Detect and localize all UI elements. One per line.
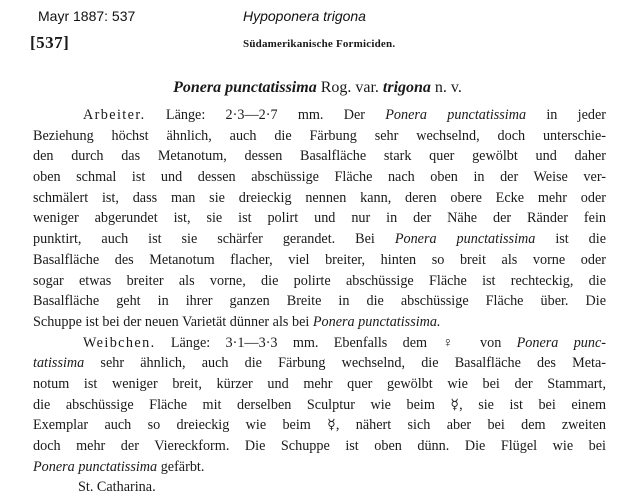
text-line: den durch das Metanotum, dessen Basalfläche stark quer gewölbt und daher <box>33 148 606 165</box>
heading-status: n. v. <box>430 79 462 96</box>
taxon-annotation: Hypoponera trigona <box>243 8 366 24</box>
text-line: Exemplar auch so dreieckig wie beim ☿, nähert sich aber bei dem zweiten <box>33 417 606 434</box>
species-ref: Ponera punc- <box>516 334 606 351</box>
text-line: weniger abgerundet ist, sie ist polirt und nur in der Nähe der Ränder fein <box>33 210 606 227</box>
heading-variety: trigona <box>382 79 431 96</box>
species-ref: tatissima <box>33 355 85 372</box>
text-line: Beziehung höchst ähnlich, auch die Färbung sehr wechselnd, doch unterschie- <box>33 127 606 144</box>
caste-label-worker: Arbeiter. <box>83 107 146 123</box>
text-line: tatissima sehr ähnlich, auch die Färbung wechselnd, die Basalfläche des Meta- <box>33 355 606 372</box>
text-line: Weibchen. Länge: 3·1—3·3 mm. Ebenfalls dem ♀ von Ponera punc- <box>83 334 606 351</box>
heading-genus-species: Ponera punctatissima <box>173 79 317 96</box>
text-line: punktirt, auch ist sie schärfer gerandet. Bei Ponera punctatissima ist die <box>33 231 606 248</box>
text-line: Basalfläche geht in ihrer ganzen Breite in die abschüssige Fläche über. Die <box>33 293 606 310</box>
locality-line: St. Catharina. <box>78 479 156 496</box>
text-line: Basalfläche des Metanotum flacher, viel breiter, hinten so breit als vorne oder <box>33 251 606 268</box>
species-ref: Ponera punctatissima <box>394 231 536 248</box>
page-number: [537] <box>30 33 70 52</box>
text-line: Arbeiter. Länge: 2·3—2·7 mm. Der Ponera punctatissima in jeder <box>83 107 606 123</box>
text-line: schmälert ist, dass man sie dreieckig nennen kann, deren obere Ecke mehr oder <box>33 189 606 206</box>
page-header <box>30 33 600 57</box>
citation-annotation: Mayr 1887: 537 <box>38 8 136 24</box>
text-line: sogar etwas breiter als vorne, die polirte abschüssige Fläche ist rechteckig, die <box>33 272 606 289</box>
species-heading <box>0 79 635 97</box>
species-ref: Ponera punctatissima <box>385 107 527 123</box>
text-line: oben schmal ist und dessen abschüssige Fläche nach oben in der Weise ver- <box>33 169 606 186</box>
running-title: Südamerikanische Formiciden. <box>243 38 396 50</box>
text-line: doch mehr der Viereckform. Die Schuppe ist oben dünn. Die Flügel wie bei <box>33 438 606 454</box>
heading-author-var: Rog. var. <box>316 79 383 96</box>
text-line: Ponera punctatissima gefärbt. <box>33 458 205 475</box>
caste-label-female: Weibchen. <box>83 334 156 351</box>
description-body <box>33 105 606 498</box>
text-line: Schuppe ist bei der neuen Varietät dünner als bei Ponera punctatissima. <box>33 313 441 330</box>
species-ref: Ponera punctatissima. <box>312 313 441 330</box>
text-line: notum ist weniger breit, kürzer und mehr quer gewölbt wie bei der Stammart, <box>33 375 606 392</box>
text-line: die abschüssige Fläche mit derselben Sculptur wie beim ☿, sie ist bei einem <box>33 396 606 413</box>
species-ref: Ponera punctatissima <box>33 458 158 475</box>
